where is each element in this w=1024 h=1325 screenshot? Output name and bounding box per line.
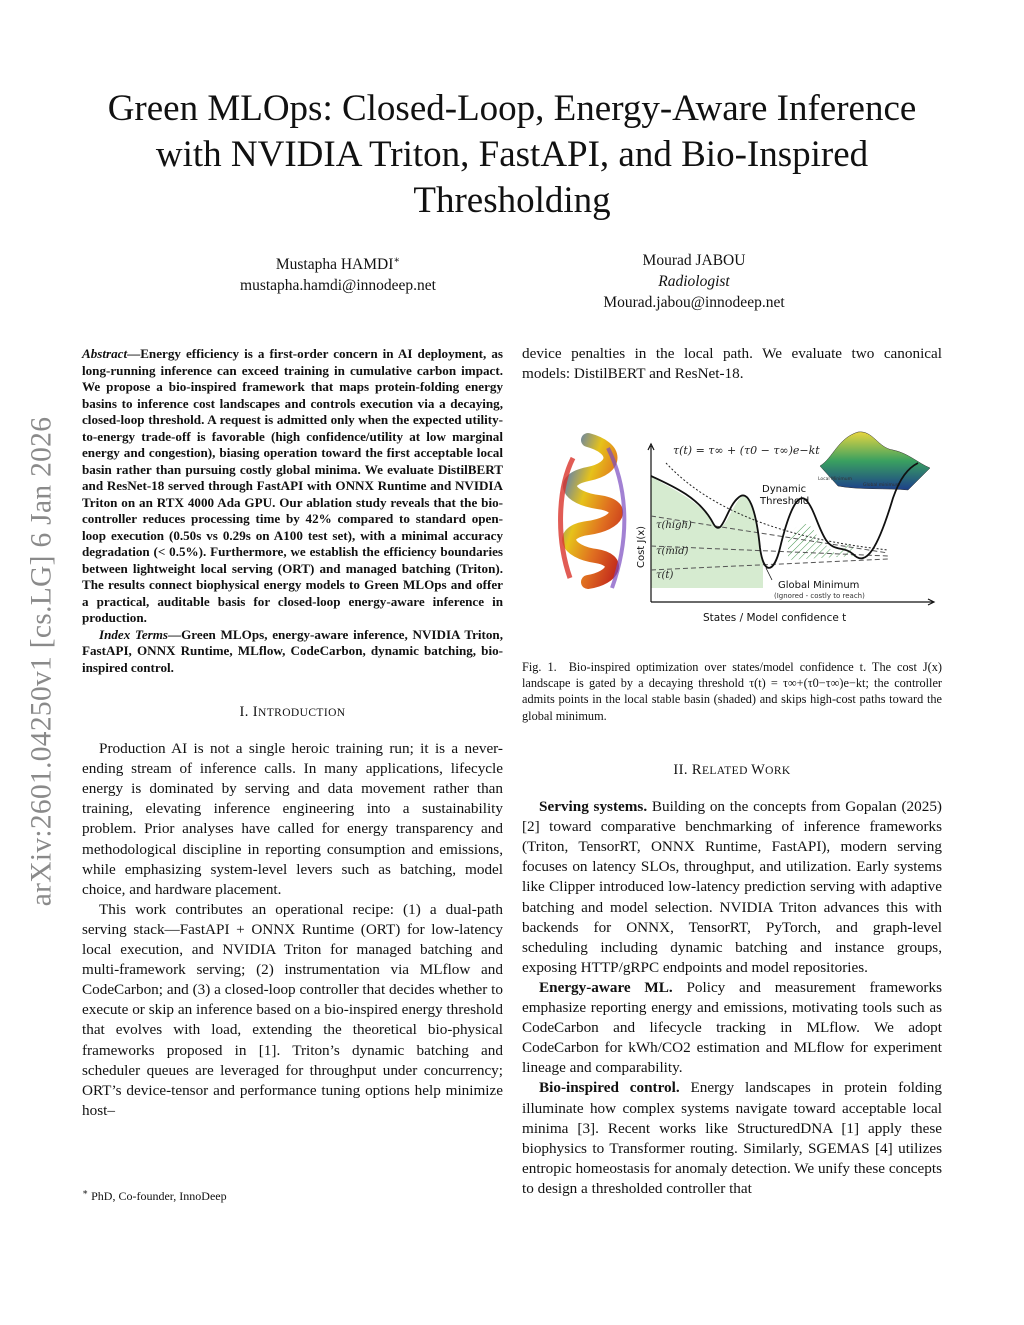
author-email[interactable]: mustapha.hamdi@innodeep.net (240, 277, 436, 295)
energy-surface-inset (818, 432, 930, 490)
caption-label: Fig. 1. (522, 660, 557, 674)
author-affiliation: Radiologist (658, 273, 730, 290)
caption-text: Bio-inspired optimization over states/model confidence t. The cost J(x) landscape is gated by a decaying threshold τ(t) = τ∞+(τ0−τ∞)e−kt; the controller admits points in the local stable basin (shaded) and skips high-cost paths toward the global minimum. (522, 660, 942, 723)
section-heading-related-work: II. RELATED WORK (673, 762, 791, 778)
inset-local-label: Local Minimum (818, 477, 852, 482)
section-heading-introduction: I. INTRODUCTION (239, 704, 346, 720)
related-paragraph-bio (522, 1078, 942, 1199)
bio-text: Energy landscapes in protein folding illuminate how complex systems navigate toward acceptable local minima [3]. Recent works like StructuredDNA [1] apply these biophysics to Transformer routing. Similarly, SGEMAS [4] utilizes entropic homeostasis for anomaly detection. We unify these concepts to design a thresholded controller that (522, 1079, 942, 1197)
tau-t-label: τ(t) (656, 570, 674, 581)
threshold-formula: τ(t) = τ∞ + (τ0 − τ∞)e−kt (673, 444, 820, 457)
arxiv-stamp-text: arXiv:2601.04250v1 [cs.LG] 6 Jan 2026 (25, 416, 58, 906)
right-column-top (522, 344, 942, 384)
serving-heading: Serving systems. (539, 798, 648, 816)
abstract-text: —Energy efficiency is a first-order concern in AI deployment, as long-running inference can exceed training in cumulative carbon impact. We propose a bio-inspired framework that maps protein-folding energy basins to inference cost landscapes and controls execution via a decaying, closed-loop threshold. A request is admitted only when the expected utility-to-energy trade-off is favorable (high confidence/utility at low marginal energy and congestion), biasing operation toward the first acceptable local basin rather than pursuing costly global minima. We evaluate DistilBERT and ResNet-18 served through FastAPI with ONNX Runtime and NVIDIA Triton on an RTX 4000 Ada GPU. Our ablation study reveals that the bio-controller reduces processing time by 42% compared to standard open-loop execution (0.50s vs 0.29s on A100 test set), with a minimal accuracy degradation (< 0.5%). Furthermore, we establish the efficiency boundaries between lightweight local serving (ORT) and managed batching (Triton). The results connect biophysical energy models to Green MLOps and offer a practical, auditable basis for closed-loop energy-aware inference in production. (82, 346, 503, 625)
global-minimum-label: Global Minimum (778, 580, 860, 591)
left-column (82, 346, 503, 1121)
author-name: Mourad JABOU (642, 252, 746, 269)
continued-paragraph: device penalties in the local path. We evaluate two canonical models: DistilBERT and ResNet-18. (522, 345, 942, 383)
intro-paragraph-1: Production AI is not a single heroic training run; it is a never-ending stream of inference calls. In many applications, lifecycle energy is dominated by serving and data movement rather than training, elevating inference engineering into a sustainability problem. Prior analyses have called for energy transparency and methodological discipline in reporting consumption and emissions, while emphasizing system-level levers such as batching, model choice, and hardware placement. (82, 740, 503, 898)
y-axis-label: Cost J(x) (636, 525, 647, 568)
figure-caption (522, 659, 942, 724)
footnote: ∗ PhD, Co-founder, InnoDeep (82, 1187, 227, 1203)
arxiv-stamp (12, 378, 72, 944)
dynamic-threshold-label-1: Dynamic (762, 484, 807, 495)
figure-1-graphic (548, 428, 938, 626)
related-paragraph-energy (522, 978, 942, 1078)
related-paragraph-serving (522, 797, 942, 978)
dynamic-threshold-label-2: Threshold (760, 496, 810, 507)
paper-title: Green MLOps: Closed-Loop, Energy-Aware Inference with NVIDIA Triton, FastAPI, and Bio-Inspired Thresholding (107, 88, 917, 221)
tau-high-label: τ(high) (656, 520, 692, 531)
right-column-related-work (522, 734, 942, 1199)
index-terms-label: Index Terms (99, 626, 169, 642)
index-terms-text: —Green MLOps, energy-aware inference, NVIDIA Triton, FastAPI, ONNX Runtime, MLflow, CodeCarbon, dynamic batching, bio-inspired control. (82, 626, 503, 675)
abstract-label: Abstract (82, 346, 128, 361)
global-minimum-note: (Ignored - costly to reach) (774, 592, 865, 600)
abstract (82, 346, 503, 627)
index-terms (82, 627, 503, 677)
bio-heading: Bio-inspired control. (539, 1079, 680, 1097)
inset-global-label: Global minimum (863, 483, 901, 488)
energy-text: Policy and measurement frameworks emphasize reporting energy and emissions, motivating tools such as CodeCarbon and lifecycle tracking in MLflow. We adopt CodeCarbon for kWh/CO2 estimation and MLflow for experiment lineage and comparability. (522, 978, 942, 1077)
intro-paragraph-2: This work contributes an operational recipe: (1) a dual-path serving stack—FastAPI + ONNX Runtime (ORT) for low-latency local execution, and NVIDIA Triton for managed batching and multi-framework serving; (2) instrumentation via MLflow and CodeCarbon; and (3) a closed-loop controller that decides whether to execute or skip an inference based on a bio-inspired energy threshold that evolves with load, extending the theoretical bio-physical frameworks proposed in [1]. Triton’s dynamic batching and scheduler queues are leveraged for throughput under concurrency; ORT’s device-tensor and performance tuning options help minimize host– (82, 900, 503, 1119)
protein-helix-image (561, 440, 625, 588)
serving-text: Building on the concepts from Gopalan (2025) [2] toward comparative benchmarking of inference frameworks (Triton, TensorRT, ONNX Runtime, FastAPI), modern serving focuses on latency SLOs, throughput, and utilization. Early systems like Clipper introduced low-latency prediction serving with adaptive batching and model selection. NVIDIA Triton advances this with backends for ONNX, TensorRT, PyTorch, and graph-level scheduling including dynamic batching and instance groups, exposing HTTP/gRPC endpoints and model repositories. (522, 798, 942, 976)
author-block-1 (188, 250, 488, 296)
tau-mid-label: τ(mid) (656, 546, 689, 557)
figure-1 (548, 428, 938, 626)
x-axis-label: States / Model confidence t (703, 612, 847, 624)
author-email[interactable]: Mourad.jabou@innodeep.net (603, 294, 785, 311)
energy-heading: Energy-aware ML. (539, 978, 673, 996)
author-name: Mustapha HAMDI∗ (275, 255, 401, 274)
author-block-2 (544, 250, 844, 313)
